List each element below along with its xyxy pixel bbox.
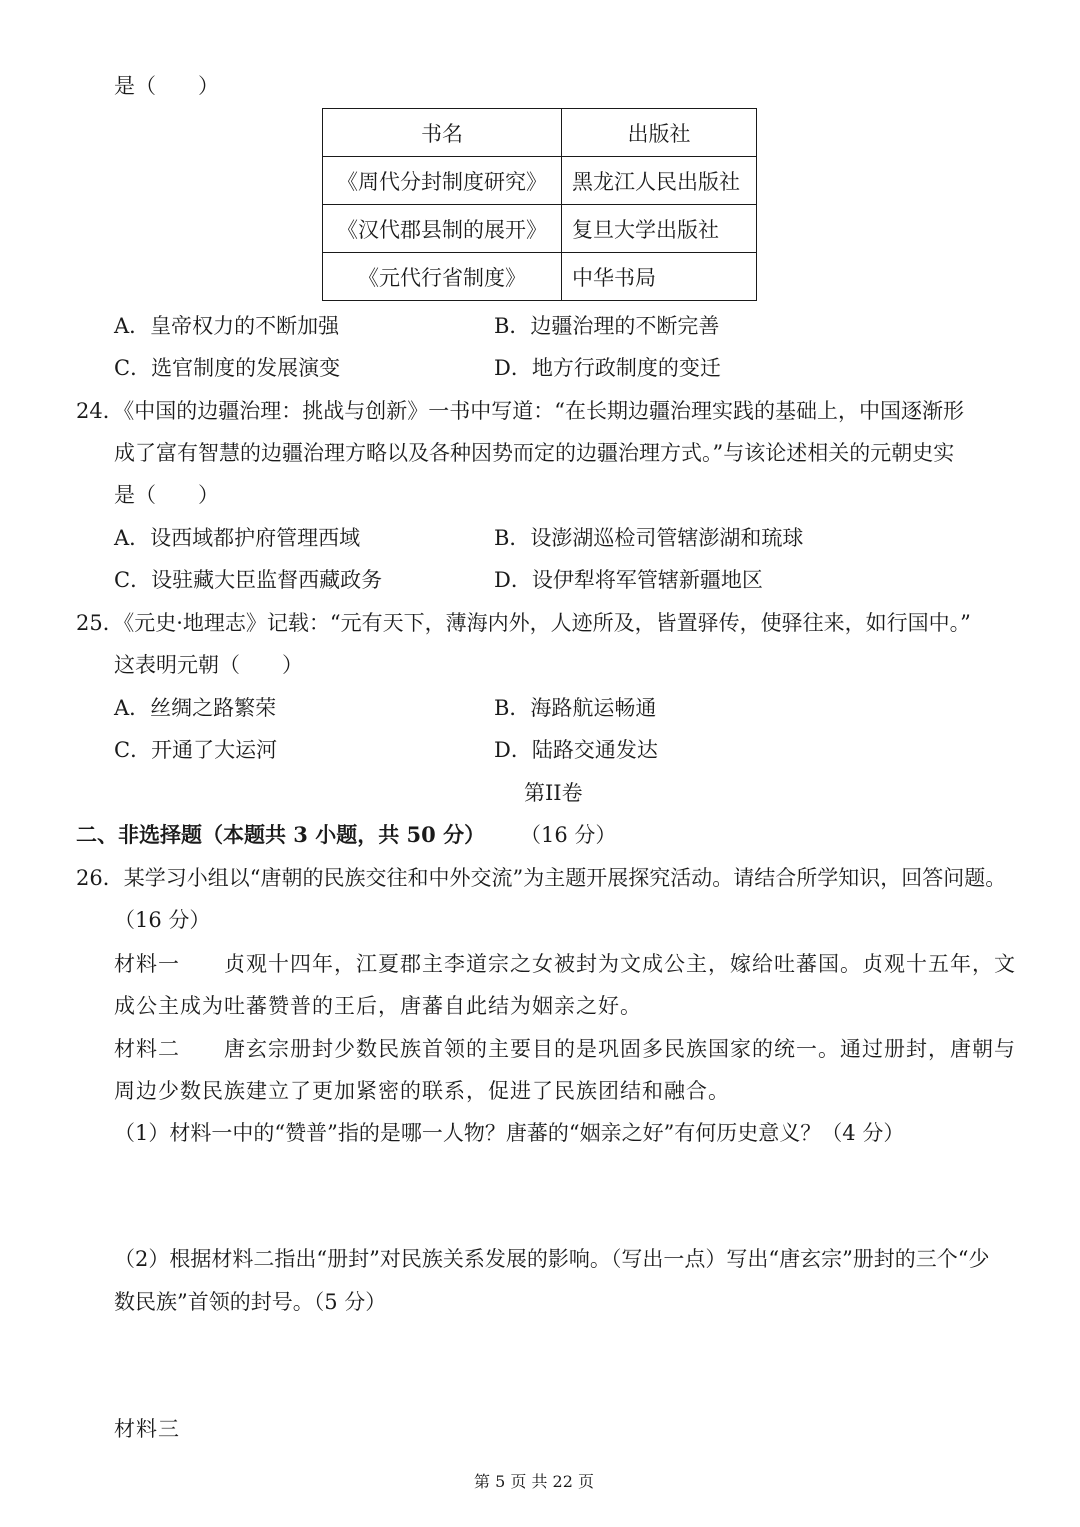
q23-option-d: D．地方行政制度的变迁 (494, 356, 721, 380)
sub-question-1: （1）材料一中的“赞普”指的是哪一人物？唐蕃的“姻亲之好”有何历史意义？（4 分） (114, 1121, 905, 1145)
q25-option-c: C．开通了大运河 (114, 738, 278, 762)
table-cell-book: 《汉代郡县制的展开》 (323, 205, 562, 253)
section-score: （16 分） (520, 823, 617, 847)
q24-stem-line: 24．《中国的边疆治理：挑战与创新》一书中写道：“在长期边疆治理实践的基础上，中国逐渐形 (76, 399, 964, 423)
q25-stem-line: 25．《元史·地理志》记载：“元有天下，薄海内外，人迹所及，皆置驿传，使驿往来，如行国中。” (76, 611, 971, 635)
q23-option-c: C．选官制度的发展演变 (114, 356, 341, 380)
q23-option-b: B．边疆治理的不断完善 (494, 314, 720, 338)
books-table (322, 108, 757, 301)
material-one-line: 材料一 贞观十四年，江夏郡主李道宗之女被封为文成公主，嫁给吐蕃国。贞观十五年，文 (114, 952, 1016, 976)
table-cell-book: 《元代行省制度》 (323, 253, 562, 301)
q25-stem-line: 这表明元朝（ ） (114, 653, 303, 677)
q24-stem-line: 是（ ） (114, 483, 219, 507)
table-header-cell: 书名 (323, 109, 562, 157)
q23-stem-tail: 是（ ） (114, 74, 219, 98)
q24-option-d: D．设伊犁将军管辖新疆地区 (494, 568, 763, 592)
q24-option-b: B．设澎湖巡检司管辖澎湖和琉球 (494, 526, 804, 550)
q24-option-c: C．设驻藏大臣监督西藏政务 (114, 568, 383, 592)
q26-stem-line: 26．某学习小组以“唐朝的民族交往和中外交流”为主题开展探究活动。请结合所学知识，回答问题。 (76, 866, 1007, 890)
sub-question-2-line: 数民族”首领的封号。（5 分） (114, 1290, 387, 1314)
table-cell-book: 《周代分封制度研究》 (323, 157, 562, 205)
q25-option-b: B．海路航运畅通 (494, 696, 657, 720)
table-header-row (323, 109, 757, 157)
q24-option-a: A．设西域都护府管理西域 (114, 526, 361, 550)
material-three-label: 材料三 (114, 1417, 180, 1441)
material-one-line: 成公主成为吐蕃赞普的王后，唐蕃自此结为姻亲之好。 (114, 994, 642, 1018)
table-cell-publisher: 中华书局 (562, 253, 757, 301)
q26-stem-line: （16 分） (114, 908, 211, 932)
section-title: 二、非选择题（本题共 3 小题，共 50 分） (76, 822, 486, 847)
material-two-line: 周边少数民族建立了更加紧密的联系，促进了民族团结和融合。 (114, 1079, 730, 1103)
table-row (323, 253, 757, 301)
material-two-line: 材料二 唐玄宗册封少数民族首领的主要目的是巩固多民族国家的统一。通过册封，唐朝与 (114, 1037, 1016, 1061)
table-row (323, 157, 757, 205)
q25-option-a: A．丝绸之路繁荣 (114, 696, 277, 720)
table-cell-publisher: 复旦大学出版社 (562, 205, 757, 253)
page-footer: 第 5 页 共 22 页 (474, 1472, 594, 1491)
sub-question-2-line: （2）根据材料二指出“册封”对民族关系发展的影响。（写出一点）写出“唐玄宗”册封的三个“少 (114, 1247, 990, 1271)
table-cell-publisher: 黑龙江人民出版社 (562, 157, 757, 205)
q23-option-a: A．皇帝权力的不断加强 (114, 314, 340, 338)
table-row (323, 205, 757, 253)
volume-title: 第II卷 (524, 781, 583, 805)
q24-stem-line: 成了富有智慧的边疆治理方略以及各种因势而定的边疆治理方式。”与该论述相关的元朝史实 (114, 441, 955, 465)
table-header-cell: 出版社 (562, 109, 757, 157)
q25-option-d: D．陆路交通发达 (494, 738, 658, 762)
